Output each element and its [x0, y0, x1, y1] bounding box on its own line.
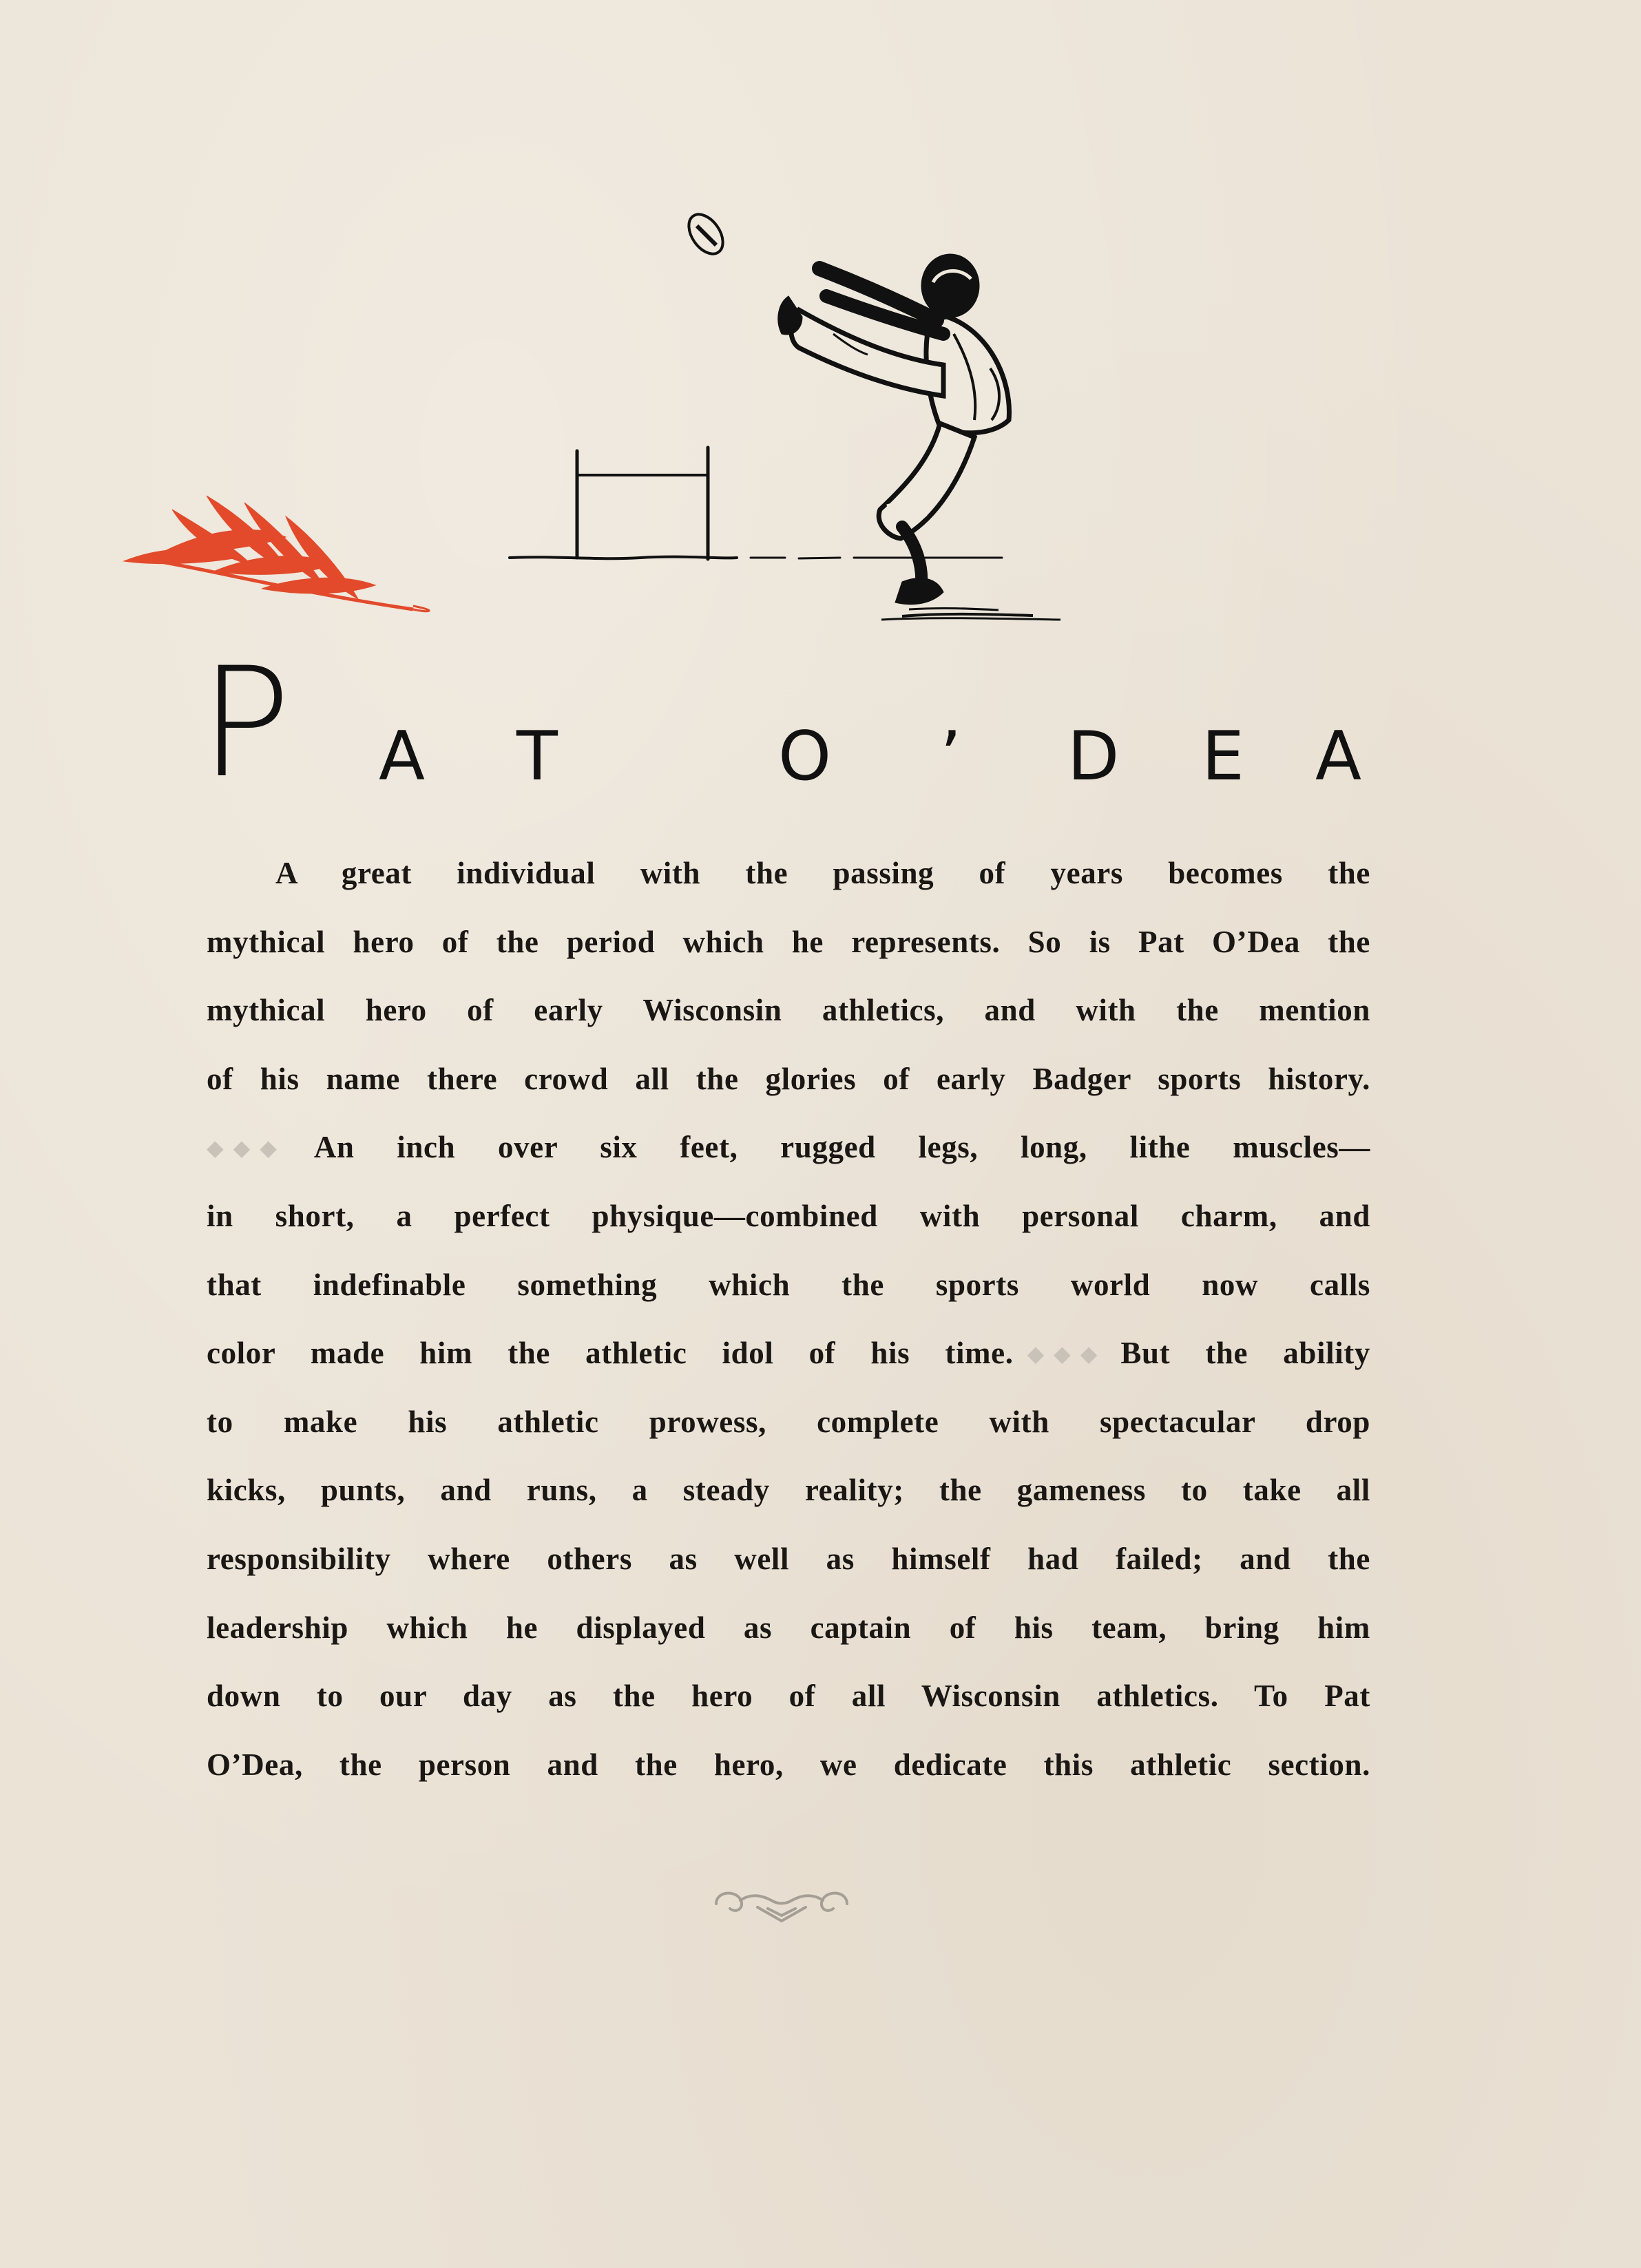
text-line: that indefinable something which the sports world now calls: [207, 1267, 1370, 1302]
title-letter: E: [1202, 717, 1244, 796]
title-letter: A: [1315, 717, 1362, 796]
flourish-ornament-icon: [709, 1880, 854, 1928]
text-line: in short, a perfect physique—combined with personal charm, and: [207, 1198, 1370, 1233]
text-line: down to our day as the hero of all Wisconsin athletics. To Pat: [207, 1679, 1370, 1714]
laurel-branch-icon: [124, 496, 429, 611]
dedication-text: [207, 846, 1370, 1805]
football-kicker-illustration: [117, 200, 1067, 640]
title-letter: ’: [940, 717, 962, 796]
kicker-figure: [778, 254, 1060, 620]
text-line: mythical hero of the period which he represents. So is Pat O’Dea the: [207, 924, 1370, 959]
page-title: [200, 635, 1384, 811]
text-line: color made him the athletic idol of his time. ◆◆◆ But the ability: [207, 1325, 1370, 1394]
diamond-separator-icon: ◆◆◆: [207, 1135, 286, 1161]
title-initial: P: [200, 635, 291, 811]
text-line: of his name there crowd all the glories of early Badger sports history.: [207, 1061, 1370, 1096]
text-line: ◆◆◆ An inch over six feet, rugged legs, long, lithe muscles—: [207, 1120, 1370, 1188]
text-line: A great individual with the passing of years becomes the: [275, 856, 1370, 890]
football-icon: [682, 208, 729, 260]
title-letter: O: [778, 717, 832, 796]
text-line: kicks, punts, and runs, a steady reality; the gameness to take all: [207, 1473, 1370, 1508]
text-line: responsibility where others as well as himself had failed; and the: [207, 1541, 1370, 1576]
title-letter: A: [379, 717, 426, 796]
title-letter: T: [516, 717, 558, 796]
diamond-separator-icon: ◆◆◆: [1027, 1341, 1107, 1367]
text-line: leadership which he displayed as captain of his team, bring him: [207, 1610, 1370, 1645]
text-line: to make his athletic prowess, complete with spectacular drop: [207, 1404, 1370, 1439]
title-letter: D: [1067, 717, 1120, 796]
text-line: O’Dea, the person and the hero, we dedicate this athletic section.: [207, 1747, 1370, 1782]
text-line: mythical hero of early Wisconsin athletics, and with the mention: [207, 993, 1370, 1028]
